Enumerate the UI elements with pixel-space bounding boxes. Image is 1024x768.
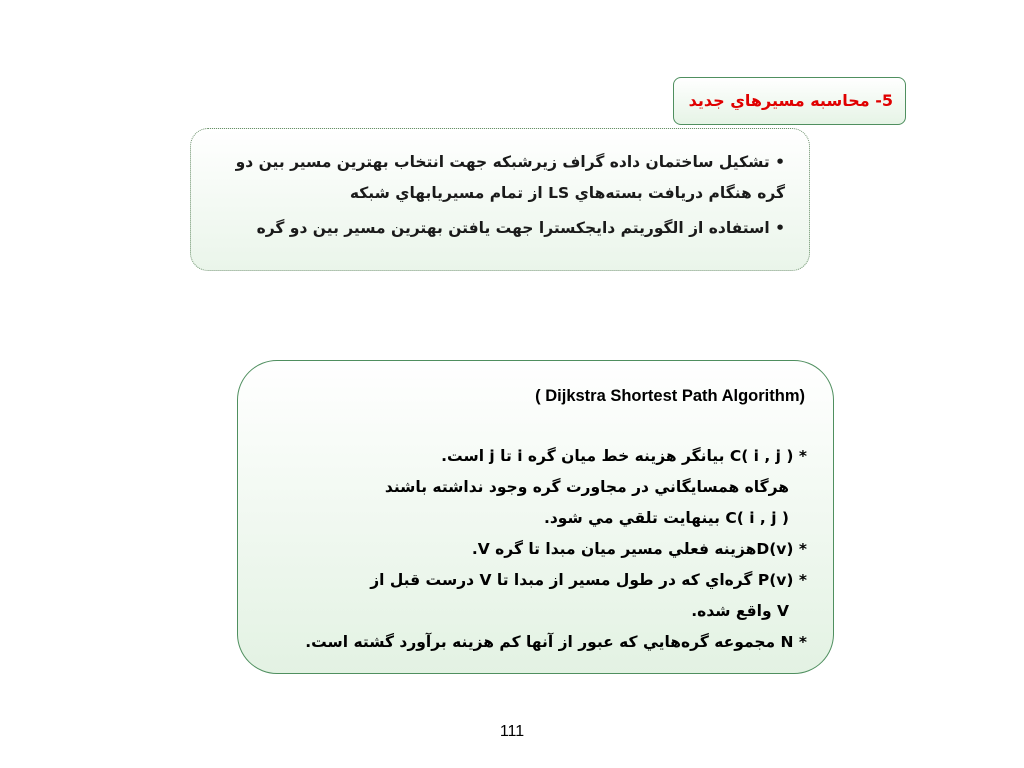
bullet-item: • تشكيل ساختمان داده گراف زيرشبكه جهت انتخاب بهترين مسير بين دو گره هنگام دريافت بسته‌هاي LS از تمام مسيريابهاي شبكه xyxy=(235,153,785,202)
definition-line: * D(v)هزينه فعلي مسير ميان مبدا تا گره V. xyxy=(471,540,807,558)
definition-line: V واقع شده. xyxy=(691,602,789,620)
bullet-list-box xyxy=(190,128,810,271)
algorithm-definitions xyxy=(305,441,807,658)
definition-line: * P(v) گره‌اي كه در طول مسير از مبدا تا V درست قبل از xyxy=(370,571,807,589)
page-number: 111 xyxy=(499,723,525,740)
algorithm-box xyxy=(237,360,834,674)
algorithm-title: ( Dijkstra Shortest Path Algorithm) xyxy=(535,387,805,405)
slide-title: 5- محاسبه مسيرهاي جديد xyxy=(688,91,893,110)
definition-line: هرگاه همسايگاني در مجاورت گره وجود نداشته باشند xyxy=(384,478,789,496)
definition-line: * C( i , j ) بيانگر هزينه خط ميان گره i تا j است. xyxy=(441,447,807,465)
definition-line: * N مجموعه گره‌هايي كه عبور از آنها كم هزينه برآورد گشته است. xyxy=(305,633,807,651)
definition-line: C( i , j ) بينهايت تلقي مي شود. xyxy=(543,509,789,527)
bullet-item: • استفاده از الگوريتم دايجكسترا جهت يافتن بهترين مسير بين دو گره xyxy=(256,219,785,237)
slide-title-box xyxy=(673,77,906,125)
